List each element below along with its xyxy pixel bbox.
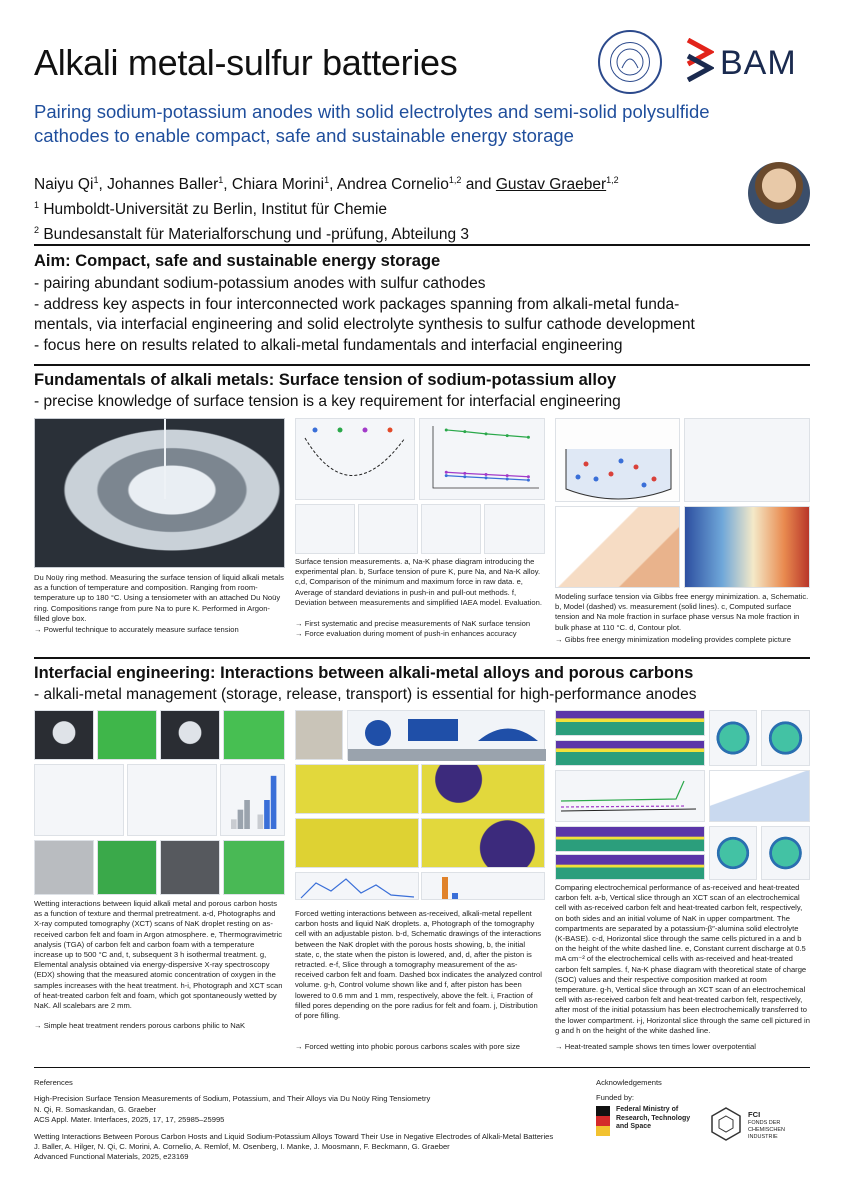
note-pore-size: → Forced wetting into phobic porous carbons scales with pore size bbox=[295, 1042, 520, 1051]
bar-1-2 bbox=[271, 776, 277, 829]
surface-tension-line-chart bbox=[419, 418, 545, 500]
bar-0-0 bbox=[231, 819, 237, 829]
bam-logo-text: BAM bbox=[720, 44, 797, 82]
fci-hexagon-icon bbox=[708, 1106, 744, 1142]
data-point-K-4 bbox=[527, 479, 530, 482]
author-list: Naiyu Qi$^1$, Johannes Baller$^1$, Chiara Morini$^1$, Andrea Cornelio$^{1,2}$ and Gustav Graeber$^{1,2}$ $^1$ Humboldt-Universität zu Berlin, Institut für Chemie $^2$ Bundesanstalt für Materialforschung und -prüfung, Abteilung 3 bbox=[34, 175, 619, 244]
caption-du-nouy: Du Noüy ring method. Measuring the surface tension of liquid alkali metals as a function of temperature and composition. Ranging from room-temperature up to 180 °C. Using a tensiometer with an attached Du Noüy ring. Compositions range from pure Na to pure K. Performed in Argon-filled glove box. bbox=[34, 573, 284, 623]
aim-bullets: - pairing abundant sodium-potassium anodes with sulfur cathodes - address key aspects in four interconnected work packages spanning from alkali-metal funda- mentals, via interfacial engineering and solid electrolyte synthesis to sulfur cathode development - focus here on results related to alkali-metal fundamentals and interfacial engineering bbox=[34, 275, 695, 354]
caption-modeling: Modeling surface tension via Gibbs free energy minimization. a, Schematic. b, Model (dashed) vs. measurement (solid lines). c, Computed surface tension and Na mole fraction in surface phase versus Na mole fraction in bulk phase at 110 °C. d, Contour plot. bbox=[555, 592, 809, 632]
wetting-figure bbox=[34, 710, 285, 895]
data-point-NaK-0 bbox=[445, 471, 448, 474]
bar-0-1 bbox=[238, 810, 244, 829]
acknowledgements: Acknowledgements Funded by: bbox=[596, 1078, 662, 1103]
bar-1-1 bbox=[264, 800, 270, 829]
divider bbox=[34, 364, 810, 366]
bar-1-0 bbox=[258, 815, 264, 830]
divider bbox=[34, 657, 810, 659]
data-point-K-2 bbox=[485, 476, 488, 479]
fundamentals-subtitle: - precise knowledge of surface tension is a key requirement for interfacial engineering bbox=[34, 393, 621, 410]
humboldt-seal-logo bbox=[598, 30, 662, 94]
note-force-evaluation: → Force evaluation during moment of push-in enhances accuracy bbox=[295, 629, 517, 638]
note-first-measurements: → First systematic and precise measurements of NaK surface tension bbox=[295, 619, 531, 628]
oxygen-content-bar-chart bbox=[220, 764, 285, 836]
data-point-K-1 bbox=[463, 475, 466, 478]
interfacial-subtitle: - alkali-metal management (storage, release, transport) is essential for high-performance anodes bbox=[34, 686, 697, 703]
bmbf-logo: Federal Ministry of Research, Technology and Space bbox=[596, 1106, 696, 1146]
data-point-NaK-4 bbox=[527, 475, 530, 478]
aim-title: Aim: Compact, safe and sustainable energy storage bbox=[34, 252, 441, 270]
data-point-Na-3 bbox=[506, 434, 509, 437]
forced-wetting-figure bbox=[295, 710, 545, 900]
note-heat-treatment: → Simple heat treatment renders porous carbons philic to NaK bbox=[34, 1021, 246, 1030]
note-du-nouy: → Powerful technique to accurately measure surface tension bbox=[34, 625, 239, 634]
author-photo-avatar bbox=[748, 162, 810, 224]
data-point-K-3 bbox=[506, 477, 509, 480]
caption-measurements: Surface tension measurements. a, Na-K phase diagram introducing the experimental plan. b, Surface tension of pure K, pure Na, and Na-K alloy. c,d, Comparison of the minimum and maximum force in raw data. e, Average of standard deviations in push-in and pull-out methods. f, Deviation between measurements and simplified IAEA model. Evaluation. bbox=[295, 557, 542, 607]
du-nouy-ring-photo bbox=[34, 418, 285, 568]
bam-logo-icon bbox=[684, 38, 714, 82]
affiliation-1: Humboldt-Universität zu Berlin, Institut für Chemie bbox=[43, 201, 388, 219]
data-point-Na-1 bbox=[463, 430, 466, 433]
electrochemical-figure bbox=[555, 710, 810, 880]
divider bbox=[34, 1067, 810, 1068]
interfacial-title: Interfacial engineering: Interactions between alkali-metal alloys and porous carbons bbox=[34, 664, 694, 682]
bar-0-2 bbox=[244, 800, 250, 829]
caption-forced-wetting: Forced wetting interactions between as-received, alkali-metal repellent carbon hosts and liquid NaK droplets. a, Photograph of the tomography cell with an adjustable piston. b-d, Schematic drawings of the interactions between the NaK droplet with the porous hosts showing, b, the initial state, c, the state when the piston is lowered, and, d, after the piston is retracted. e-f, Slice through a tomography measurement of the as-received carbon felt and foam. Dashed box indicates the analyzed control volume. g-h, Control volume shown like and f, after piston has been lowered to 0.6 mm and 1 mm, respectively, above the felt. i, Fraction of filled pores depending on the pore radius for felt and foam. j, Distribution of pore filling. bbox=[295, 909, 542, 1021]
data-point-Na-4 bbox=[527, 436, 530, 439]
data-point-NaK-3 bbox=[506, 474, 509, 477]
poster-subtitle: Pairing sodium-potassium anodes with solid electrolytes and semi-solid polysulfide cathodes to enable compact, safe and sustainable energy storage bbox=[34, 101, 710, 146]
data-point-NaK-2 bbox=[485, 473, 488, 476]
surface-tension-figure bbox=[295, 418, 545, 554]
caption-wetting: Wetting interactions between liquid alkali metal and porous carbon hosts as a function of texture and thermal pretreatment. a-d, Photographs and X-ray computed tomography (XCT) scans of NaK droplet resting on as-received carbon felt and foam in Argon atmosphere. e, Thermogravimetric analysis (TGA) of carbon felt and carbon foam with a temperature increase up to 500 °C and, t, subsequent 3 h isothermal treatment. g, Elemental analysis obtained via energy-dispersive X-ray spectroscopy (EDX) showing that the measured atomic concentration of oxygen in the samples increases with the heat treatment. h-i, Photograph and XCT scan of heat-treated carbon felt and foam, which got spontaneously wetted by NaK. All scalebars are 2 mm. bbox=[34, 899, 283, 1011]
poster-title: Alkali metal-sulfur batteries bbox=[34, 42, 458, 83]
data-point-K-0 bbox=[445, 474, 448, 477]
fundamentals-title: Fundamentals of alkali metals: Surface tension of sodium-potassium alloy bbox=[34, 371, 617, 389]
modeling-figure bbox=[555, 418, 810, 588]
references: References High-Precision Surface Tension Measurements of Sodium, Potassium, and Their Alloys via Du Noüy Ring Tensiometry N. Qi, R. Somaskandan, G. Graeber ACS Appl. Mater. Interfaces, 2025, 17, 17, 25985–25995 Wetting Interactions Between Porous Carbon Hosts and Liquid Sodium-Potassium Alloys Toward Their Use in Negative Electrodes of Alkali-Metal Batteries J. Baller, A. Hilger, N. Qi, C. Morini, A. Cornelio, A. Remlof, M. Osenberg, I. Manke, J. Moosmann, F. Beckmann, G. Graeber Advanced Functional Materials, 2025, e23169 bbox=[34, 1078, 554, 1162]
affiliation-2: Bundesanstalt für Materialforschung und -prüfung, Abteilung 3 bbox=[43, 226, 469, 244]
note-gibbs: → Gibbs free energy minimization modeling provides complete picture bbox=[555, 635, 791, 644]
data-point-NaK-1 bbox=[463, 472, 466, 475]
data-point-Na-2 bbox=[485, 432, 488, 435]
note-overpotential: → Heat-treated sample shows ten times lower overpotential bbox=[555, 1042, 756, 1051]
data-point-Na-0 bbox=[445, 428, 448, 431]
caption-electrochemical: Comparing electrochemical performance of as-received and heat-treated carbon felt. a-b, Vertical slice through an XCT scan of an electrochemical cell with as-received carbon felt and heat-treated carbon felt, respectively, on both sides and an initial volume of NaK in upper compartment. The compartments are separated by a potassium-β″-alumina solid electrolyte (K-BASE). c-d, Horizontal slice through the same cells pictured in a and b on the height of the white dashed line. e, Constant current discharge at 0.5 mA cm⁻² of the electrochemical cells with as-received and heat-treated carbon felt samples. f, Na-K phase diagram with theoretical state of charge (SOC) values and their respective composition marked at room temperature. g-h, Vertical slice through an XCT scan of an electrochemical cell with as-received carbon felt and heat-treated carbon felt, respectively, after most of the initial potassium has been electrochemically transferred to the lower compartment. i-j, Horizontal slice through the same cell pictured in g and h on the height of the white dashed line. bbox=[555, 883, 810, 1035]
corresponding-author: Gustav Graeber bbox=[495, 176, 607, 194]
divider bbox=[34, 244, 810, 246]
fci-logo: FCI FONDS DER CHEMISCHEN INDUSTRIE bbox=[708, 1106, 810, 1150]
